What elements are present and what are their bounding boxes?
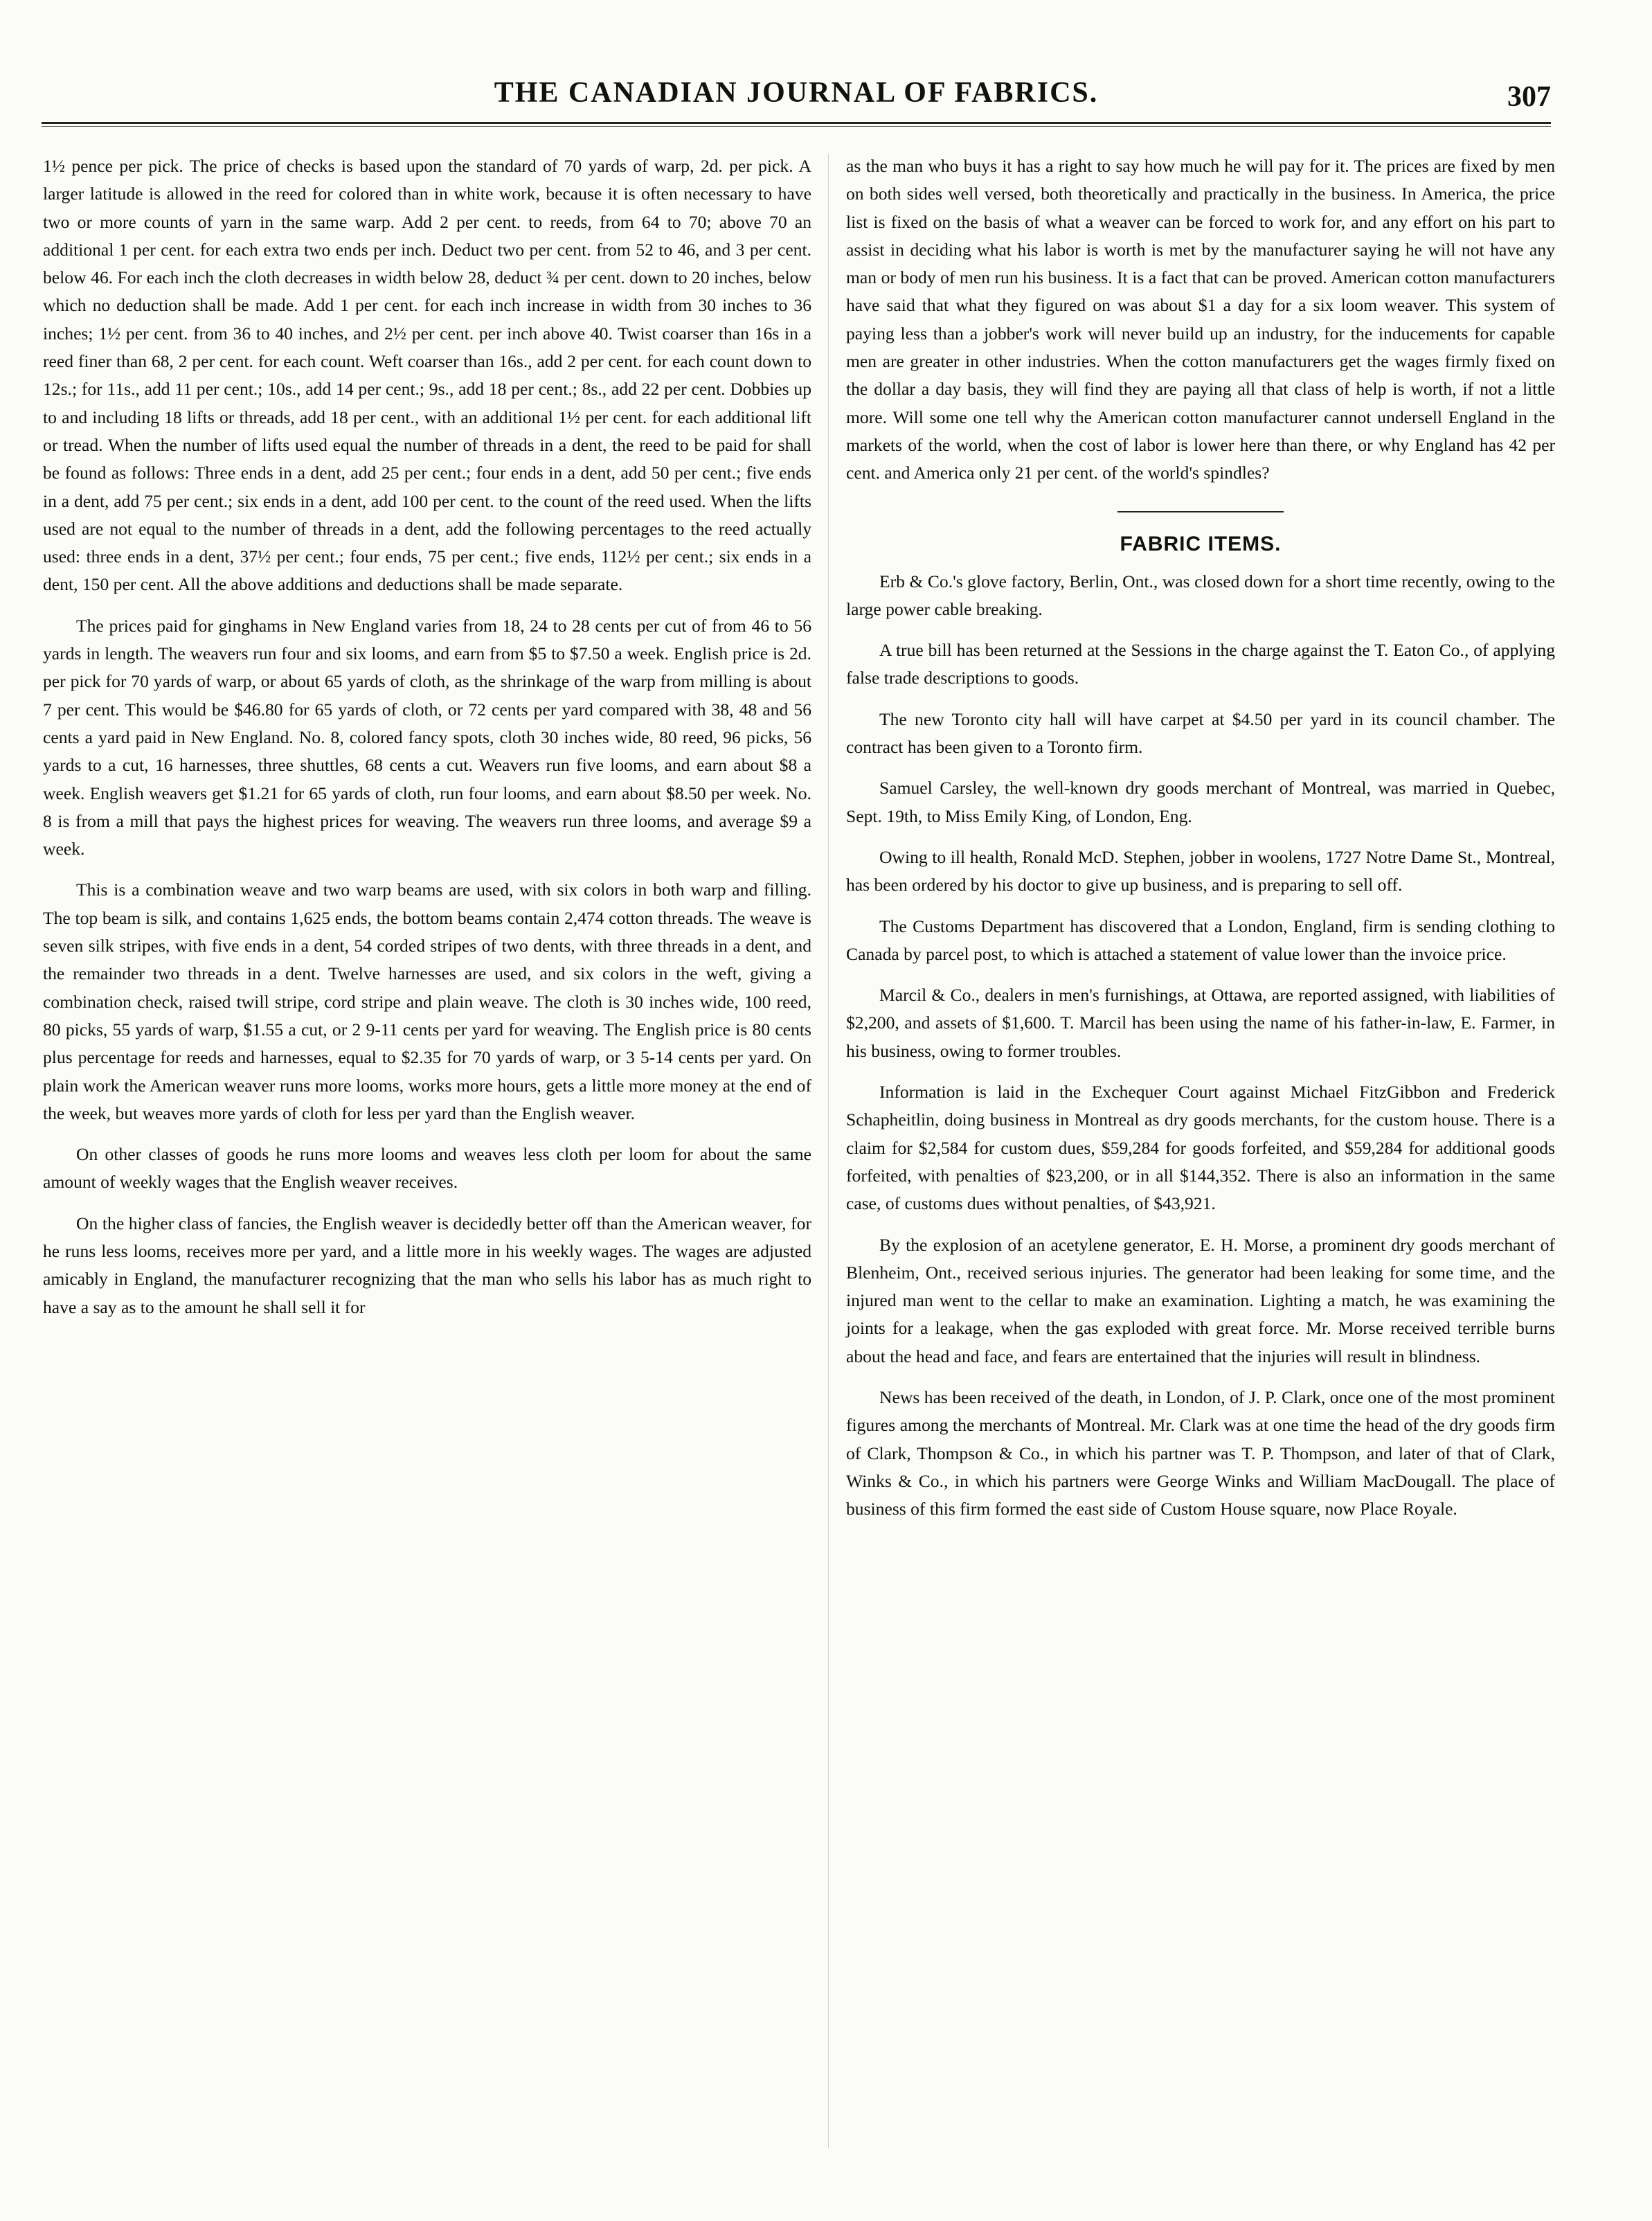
article-paragraph: This is a combination weave and two warp beams are used, with six colors in both warp and filling. The top beam is silk, and contains 1,625 ends, the bottom beams contain 2,474 cotton threads. The weave is seven silk stripes, with five ends in a dent, 54 corded stripes of two dents, with three threads in a dent, and the remainder two threads in a dent. Twelve harnesses are used, and six colors in the weft, giving a combination check, raised twill stripe, cord stripe and plain weave. The cloth is 30 inches wide, 100 reed, 80 picks, 55 yards of warp, $1.55 a cut, or 2 9-11 cents per yard for weaving. The English price is 80 cents plus percentage for reeds and harnesses, equal to $2.35 for 70 yards of warp, or 3 5-14 cents per yard. On plain work the American weaver runs more looms, works more hours, gets a little more money at the end of the week, but weaves more yards of cloth for less per yard than the English weaver.	[43, 880, 811, 1123]
running-head	[42, 72, 1551, 127]
article-paragraph: On other classes of goods he runs more looms and weaves less cloth per loom for about the same amount of weekly wages that the English weaver receives.	[43, 1144, 811, 1193]
article-continuation: as the man who buys it has a right to say how much he will pay for it. The prices are fixed by men on both sides well versed, both theoretically and practically in the business. In America, the price list is fixed on the basis of what a weaver can be forced to work for, and any effort on his part to assist in deciding what his labor is worth is met by the manufacturer saying he will not have any man or body of men run his business. It is a fact that can be proved. American cotton manufacturers have said that what they figured on was about $1 a day for a six loom weaver. This system of paying less than a jobber's work will never build up an industry, for the inducements for capable men are greater in other industries. When the cotton manufacturers get the wages firmly fixed on the dollar a day basis, they will find they are paying all that class of help is worth, if not a little more. Will some one tell why the American cotton manufacturer cannot undersell England in the markets of the world, when the cost of labor is lower here than there, or why England has 42 per cent. and America only 21 per cent. of the world's spindles?	[846, 156, 1555, 483]
right-column	[846, 152, 1555, 1523]
fabric-item: Samuel Carsley, the well-known dry goods merchant of Montreal, was married in Quebec, Sept. 19th, to Miss Emily King, of London, Eng.	[846, 778, 1555, 826]
fabric-item: Marcil & Co., dealers in men's furnishings, at Ottawa, are reported assigned, with liabilities of $2,200, and assets of $1,600. T. Marcil has been using the name of his father-in-law, E. Farmer, in his business, owing to former troubles.	[846, 985, 1555, 1061]
fabric-item: A true bill has been returned at the Sessions in the charge against the T. Eaton Co., of applying false trade descriptions to goods.	[846, 640, 1555, 688]
page-number: 307	[1507, 81, 1551, 113]
fabric-item: The Customs Department has discovered that a London, England, firm is sending clothing to Canada by parcel post, to which is attached a statement of value lower than the invoice price.	[846, 916, 1555, 964]
fabric-item: The new Toronto city hall will have carpet at $4.50 per yard in its council chamber. The contract has been given to a Toronto firm.	[846, 708, 1555, 758]
section-heading: FABRIC ITEMS.	[1120, 532, 1282, 555]
header-rule	[42, 122, 1551, 124]
section-divider	[1117, 511, 1284, 512]
article-paragraph: On the higher class of fancies, the English weaver is decidedly better off than the American weaver, for he runs less looms, receives more per yard, and a little more in his weekly wages. The wages are adjusted amicably in England, the manufacturer recognizing that the man who sells his labor has as much right to have a say as to the amount he shall sell it for	[43, 1213, 811, 1317]
fabric-item: Owing to ill health, Ronald McD. Stephen, jobber in woolens, 1727 Notre Dame St., Montreal, has been ordered by his doctor to give up business, and is preparing to sell off.	[846, 846, 1555, 895]
left-column	[43, 152, 811, 1321]
fabric-item: By the explosion of an acetylene generator, E. H. Morse, a prominent dry goods merchant of Blenheim, Ont., received serious injuries. The generator had been leaking for some time, and the injured man went to the cellar to make an examination. Lighting a match, he was examining the joints for a leakage, when the gas exploded with great force. Mr. Morse received terrible burns about the head and face, and fears are entertained that the injuries will result in blindness.	[846, 1234, 1555, 1366]
fabric-item: Information is laid in the Exchequer Court against Michael FitzGibbon and Frederick Schapheitlin, doing business in Montreal as dry goods merchants, for the custom house. There is a claim for $2,584 for custom dues, $59,284 for goods forfeited, and $59,284 for additional goods forfeited, with penalties of $23,200, or in all $144,352. There is also an information in the same case, of customs dues without penalties, of $43,921.	[846, 1082, 1555, 1214]
fabric-item: Erb & Co.'s glove factory, Berlin, Ont., was closed down for a short time recently, owing to the large power cable breaking.	[846, 571, 1555, 619]
header-rule-thin	[42, 126, 1551, 127]
article-paragraph: The prices paid for ginghams in New England varies from 18, 24 to 28 cents per cut of from 46 to 56 yards in length. The weavers run four and six looms, and earn from $5 to $7.50 a week. English price is 2d. per pick for 70 yards of warp, or about 65 yards of cloth, as the shrinkage of the warp from milling is about 7 per cent. This would be $46.80 for 65 yards of cloth, or 72 cents per yard compared with 38, 48 and 56 cents a yard paid in New England. No. 8, colored fancy spots, cloth 30 inches wide, 80 reed, 96 picks, 56 yards to a cut, 16 harnesses, three shuttles, 68 cents a cut. Weavers run five looms, and earn about $8 a week. English weavers get $1.21 for 65 yards of cloth, run four looms, and earn about $8.50 per week. No. 8 is from a mill that pays the highest prices for weaving. The weavers run three looms, and average $9 a week.	[43, 615, 811, 859]
column-divider	[828, 154, 829, 2148]
article-paragraph: 1½ pence per pick. The price of checks is based upon the standard of 70 yards of warp, 2d. per pick. A larger latitude is allowed in the reed for colored than in white work, because it is often necessary to have two or more counts of yarn in the same warp. Add 2 per cent. to reeds, from 64 to 70; above 70 an additional 1 per cent. for each extra two ends per inch. Deduct two per cent. from 52 to 46, and 3 per cent. below 46. For each inch the cloth decreases in width below 28, deduct ¾ per cent. down to 20 inches, below which no deduction shall be made. Add 1 per cent. for each inch increase in width from 30 inches to 36 inches; 1½ per cent. from 36 to 40 inches, and 2½ per cent. per inch above 40. Twist coarser than 16s in a reed finer than 68, 2 per cent. for each count. Weft coarser than 16s., add 2 per cent. for each count down to 12s.; for 11s., add 11 per cent.; 10s., add 14 per cent.; 9s., add 18 per cent.; 8s., add 22 per cent. Dobbies up to and including 18 lifts or threads, add 18 per cent., with an additional 1½ per cent. for each additional lift or tread. When the number of lifts used equal the number of threads in a dent, the reed to be paid for shall be found as follows: Three ends in a dent, add 25 per cent.; four ends in a dent, add 50 per cent.; five ends in a dent, add 75 per cent.; six ends in a dent, add 100 per cent. to the count of the reed used. When the lifts used are not equal to the number of threads in a dent, add the following percentages to the reed actually used: three ends in a dent, 37½ per cent.; four ends, 75 per cent.; five ends, 112½ per cent.; six ends in a dent, 150 per cent. All the above additions and deductions shall be made separate.	[43, 156, 811, 595]
fabric-item: News has been received of the death, in London, of J. P. Clark, once one of the most prominent figures among the merchants of Montreal. Mr. Clark was at one time the head of the dry goods firm of Clark, Thompson & Co., in which his partner was T. P. Thompson, and later of that of Clark, Winks & Co., in which his partners were George Winks and William MacDougall. The place of business of this firm formed the east side of Custom House square, now Place Royale.	[846, 1386, 1555, 1519]
journal-title: THE CANADIAN JOURNAL OF FABRICS.	[494, 77, 1099, 109]
